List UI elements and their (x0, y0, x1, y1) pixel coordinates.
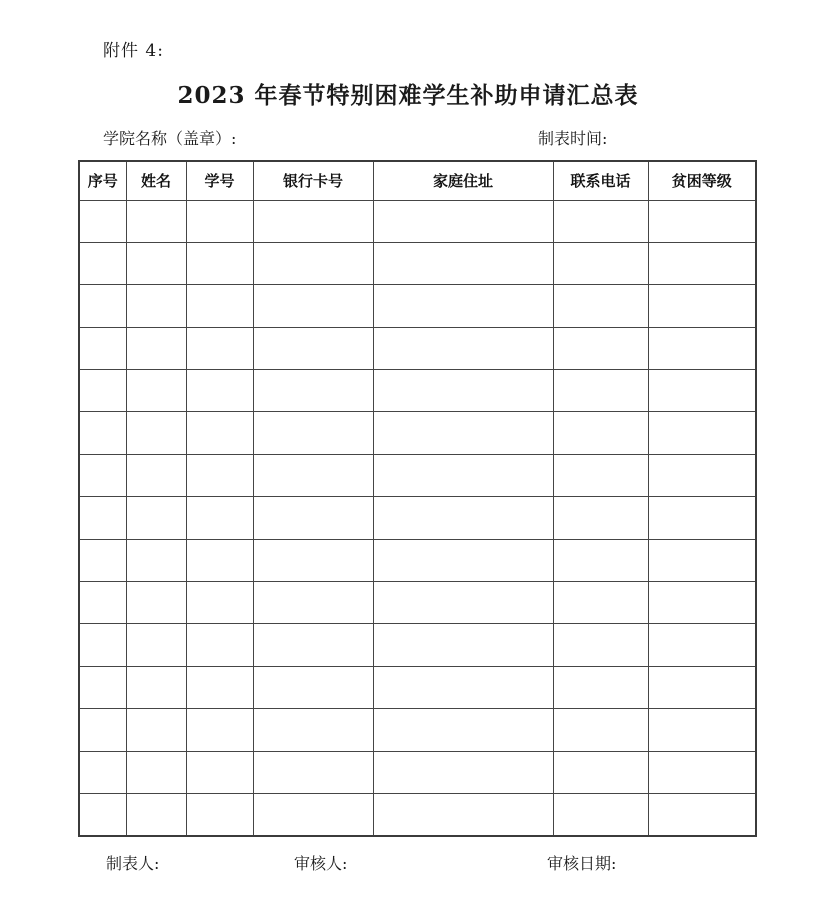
empty-cell (186, 793, 253, 835)
empty-cell (253, 285, 373, 327)
empty-cell (253, 370, 373, 412)
empty-cell (79, 242, 126, 284)
empty-cell (648, 497, 756, 539)
empty-cell (648, 242, 756, 284)
empty-cell (186, 412, 253, 454)
table-row (79, 624, 756, 666)
empty-cell (373, 624, 553, 666)
table-row (79, 666, 756, 708)
empty-cell (79, 200, 126, 242)
empty-cell (553, 666, 648, 708)
empty-cell (126, 370, 186, 412)
preparer-label: 制表人: (106, 854, 160, 873)
empty-cell (553, 200, 648, 242)
table-row (79, 497, 756, 539)
empty-cell (373, 285, 553, 327)
college-name-label: 学院名称（盖章）: (103, 129, 237, 148)
empty-cell (79, 624, 126, 666)
empty-cell (648, 666, 756, 708)
empty-cell (553, 242, 648, 284)
column-header-6: 联系电话 (553, 161, 648, 200)
empty-cell (253, 200, 373, 242)
empty-cell (253, 709, 373, 751)
empty-cell (253, 751, 373, 793)
empty-cell (186, 751, 253, 793)
empty-cell (648, 412, 756, 454)
empty-cell (186, 624, 253, 666)
review-date-label: 审核日期: (547, 854, 617, 873)
empty-cell (79, 412, 126, 454)
empty-cell (186, 327, 253, 369)
table-row (79, 582, 756, 624)
empty-cell (253, 582, 373, 624)
empty-cell (126, 497, 186, 539)
empty-cell (253, 412, 373, 454)
empty-cell (553, 709, 648, 751)
empty-cell (553, 539, 648, 581)
empty-cell (373, 793, 553, 835)
empty-cell (126, 709, 186, 751)
empty-cell (373, 327, 553, 369)
table-header-row (79, 161, 756, 200)
table-row (79, 709, 756, 751)
empty-cell (373, 200, 553, 242)
empty-cell (553, 412, 648, 454)
empty-cell (373, 497, 553, 539)
empty-cell (253, 793, 373, 835)
empty-cell (373, 539, 553, 581)
column-header-4: 银行卡号 (253, 161, 373, 200)
empty-cell (253, 539, 373, 581)
empty-cell (373, 412, 553, 454)
column-header-2: 姓名 (126, 161, 186, 200)
empty-cell (126, 454, 186, 496)
table-row (79, 370, 756, 412)
empty-cell (126, 793, 186, 835)
column-header-5: 家庭住址 (373, 161, 553, 200)
table-row (79, 242, 756, 284)
empty-cell (648, 454, 756, 496)
empty-cell (253, 666, 373, 708)
column-header-3: 学号 (186, 161, 253, 200)
empty-cell (253, 454, 373, 496)
empty-cell (373, 666, 553, 708)
table-row (79, 412, 756, 454)
empty-cell (253, 624, 373, 666)
page-title: 2023 年春节特别困难学生补助申请汇总表 (177, 82, 639, 109)
empty-cell (553, 370, 648, 412)
empty-cell (553, 327, 648, 369)
empty-cell (126, 285, 186, 327)
empty-cell (648, 751, 756, 793)
table-row (79, 327, 756, 369)
table-row (79, 200, 756, 242)
empty-cell (648, 793, 756, 835)
empty-cell (648, 370, 756, 412)
empty-cell (648, 200, 756, 242)
empty-cell (648, 285, 756, 327)
empty-cell (648, 327, 756, 369)
empty-cell (79, 327, 126, 369)
empty-cell (79, 709, 126, 751)
empty-cell (373, 709, 553, 751)
empty-cell (126, 751, 186, 793)
empty-cell (186, 539, 253, 581)
empty-cell (373, 454, 553, 496)
empty-cell (186, 497, 253, 539)
empty-cell (553, 497, 648, 539)
empty-cell (126, 539, 186, 581)
empty-cell (186, 242, 253, 284)
empty-cell (553, 793, 648, 835)
empty-cell (79, 454, 126, 496)
empty-cell (186, 454, 253, 496)
reviewer-label: 审核人: (294, 854, 348, 873)
empty-cell (79, 539, 126, 581)
column-header-1: 序号 (79, 161, 126, 200)
table-row (79, 454, 756, 496)
empty-cell (186, 285, 253, 327)
empty-cell (553, 582, 648, 624)
empty-cell (79, 497, 126, 539)
empty-cell (186, 666, 253, 708)
empty-cell (79, 751, 126, 793)
empty-cell (126, 327, 186, 369)
empty-cell (553, 751, 648, 793)
empty-cell (126, 242, 186, 284)
table-row (79, 285, 756, 327)
empty-cell (373, 242, 553, 284)
empty-cell (186, 370, 253, 412)
table-row (79, 793, 756, 835)
column-header-7: 贫困等级 (648, 161, 756, 200)
empty-cell (373, 582, 553, 624)
empty-cell (373, 751, 553, 793)
empty-cell (79, 666, 126, 708)
empty-cell (126, 666, 186, 708)
empty-cell (553, 285, 648, 327)
empty-cell (126, 582, 186, 624)
table-time-label: 制表时间: (538, 129, 608, 148)
empty-cell (186, 709, 253, 751)
summary-table (78, 160, 757, 837)
empty-cell (373, 370, 553, 412)
table-row (79, 539, 756, 581)
empty-cell (648, 709, 756, 751)
empty-cell (648, 582, 756, 624)
empty-cell (253, 242, 373, 284)
empty-cell (553, 624, 648, 666)
empty-cell (126, 200, 186, 242)
empty-cell (79, 370, 126, 412)
empty-cell (253, 327, 373, 369)
table-row (79, 751, 756, 793)
empty-cell (126, 412, 186, 454)
empty-cell (648, 624, 756, 666)
empty-cell (126, 624, 186, 666)
empty-cell (553, 454, 648, 496)
empty-cell (79, 582, 126, 624)
empty-cell (648, 539, 756, 581)
empty-cell (186, 200, 253, 242)
empty-cell (253, 497, 373, 539)
attachment-label: 附件 4: (103, 41, 164, 61)
empty-cell (79, 285, 126, 327)
empty-cell (186, 582, 253, 624)
empty-cell (79, 793, 126, 835)
